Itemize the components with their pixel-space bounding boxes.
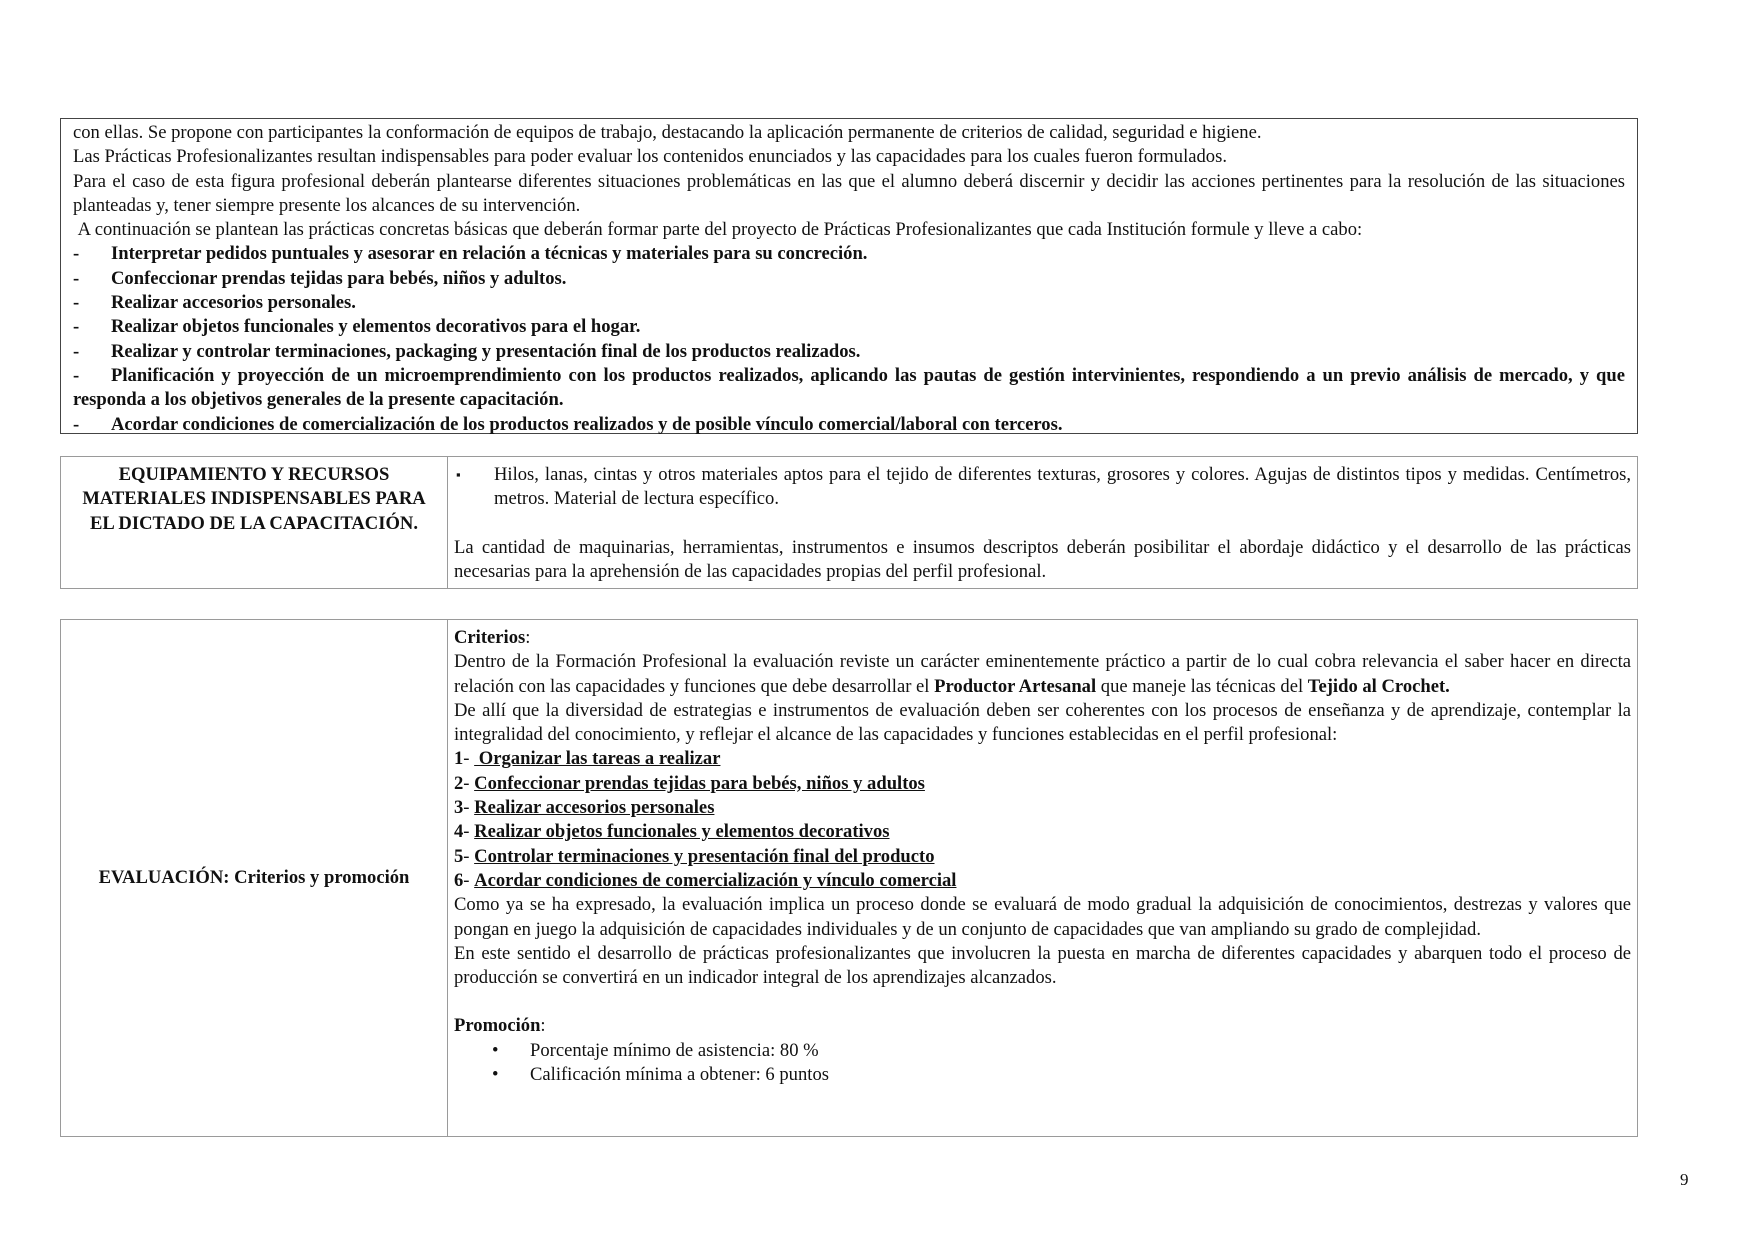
practice-item-text: Confeccionar prendas tejidas para bebés, niños y adultos. (111, 267, 567, 289)
promo-item-text: Calificación mínima a obtener: 6 puntos (530, 1064, 829, 1086)
paragraph: Las Prácticas Profesionalizantes resultan indispensables para poder evaluar los contenidos enunciados y las capacidades para los cuales fueron formulados. (73, 146, 1227, 168)
item-sep: - (463, 797, 475, 819)
bullet-icon: • (492, 1064, 499, 1086)
item-sep: - (463, 748, 475, 770)
numbered-item (454, 772, 1631, 796)
bold-run: Tejido al Crochet. (1307, 675, 1450, 697)
text-run: Dentro de la Formación Profesional la evaluación reviste un carácter eminentemente práctico a partir de lo cual cobra relevancia el saber hacer en directa relación con las capacidades y funciones que debe desarrollar el (454, 651, 1631, 697)
dash-marker: - (73, 267, 80, 289)
bold-run: Productor Artesanal (934, 675, 1097, 697)
item-number: 2 (454, 772, 464, 794)
dash-marker: - (73, 243, 80, 265)
dash-marker: - (73, 364, 80, 386)
item-text: Confeccionar prendas tejidas para bebés, niños y adultos (474, 772, 925, 794)
criterios-paragraph: De allí que la diversidad de estrategias e instrumentos de evaluación deben ser coherentes con los procesos de enseñanza y de aprendizaje, contemplar la integralidad del conocimiento, y reflejar el alcance de las capacidades y funciones establecidas en el perfil profesional: (454, 699, 1631, 746)
item-sep: - (463, 845, 475, 867)
paragraph: A continuación se plantean las prácticas concretas básicas que deberán formar parte del proyecto de Prácticas Profesionalizantes que cada Institución formule y lleve a cabo: (73, 219, 1363, 241)
practice-item (73, 291, 1625, 315)
criterios-label: Criterios (454, 627, 526, 648)
paragraph: con ellas. Se propone con participantes la conformación de equipos de trabajo, destacando la aplicación permanente de criterios de calidad, seguridad e higiene. (73, 122, 1262, 143)
equipment-note: La cantidad de maquinarias, herramientas, instrumentos e insumos descriptos deberán posibilitar el abordaje didáctico y el desarrollo de las prácticas necesarias para la aprehensión de las capacidades propias del perfil profesional. (454, 536, 1631, 582)
dash-marker: - (73, 413, 80, 435)
promocion-label: Promoción (454, 1015, 541, 1037)
practice-item (73, 315, 1625, 339)
promo-item (492, 1063, 1631, 1087)
item-text: Organizar las tareas a realizar (474, 748, 721, 770)
evaluation-heading (61, 620, 448, 1137)
item-number: 1 (454, 748, 464, 770)
item-sep: - (463, 772, 475, 794)
practice-item (73, 242, 1625, 266)
practice-item-text: Acordar condiciones de comercialización de los productos realizados y de posible vínculo comercial/laboral con terceros. (111, 413, 1063, 435)
item-text: Controlar terminaciones y presentación final del producto (474, 845, 935, 867)
practice-item (73, 267, 1625, 291)
promocion-heading (454, 1014, 1631, 1038)
promo-item-text: Porcentaje mínimo de asistencia: 80 % (530, 1039, 819, 1061)
equipment-table (60, 456, 1638, 589)
equipment-bullet-text: Hilos, lanas, cintas y otros materiales aptos para el tejido de diferentes texturas, grosores y colores. Agujas de distintos tipos y medidas. Centímetros, metros. Material de lectura específico. (494, 464, 1631, 510)
practice-item (73, 364, 1625, 413)
numbered-item (454, 796, 1631, 820)
criterios-paragraph (454, 650, 1631, 699)
colon: : (540, 1015, 546, 1037)
dash-marker: - (73, 292, 80, 314)
practice-item-text: Interpretar pedidos puntuales y asesorar en relación a técnicas y materiales para su concreción. (111, 243, 868, 265)
numbered-item (454, 845, 1631, 869)
evaluation-paragraph: En este sentido el desarrollo de prácticas profesionalizantes que involucren la puesta en marcha de diferentes capacidades y abarquen todo el proceso de producción se convertirá en un indicador integral de los aprendizajes alcanzados. (454, 942, 1631, 989)
evaluation-heading-text: EVALUACIÓN: Criterios y promoción (98, 866, 410, 888)
item-number: 6 (454, 869, 464, 891)
dash-marker: - (73, 316, 80, 338)
practice-item-text: Realizar y controlar terminaciones, packaging y presentación final de los productos realizados. (111, 340, 861, 362)
page-number: 9 (1680, 1170, 1689, 1189)
promo-item (492, 1039, 1631, 1063)
paragraph: Para el caso de esta figura profesional deberán plantearse diferentes situaciones problemáticas en las que el alumno deberá discernir y decidir las acciones pertinentes para la resolución de las situaciones planteadas y, tener siempre presente los alcances de su intervención. (73, 170, 1625, 216)
item-text: Realizar objetos funcionales y elementos decorativos (474, 821, 890, 843)
evaluation-content (448, 620, 1638, 1137)
item-sep: - (463, 869, 475, 891)
practice-item-text: Realizar accesorios personales. (111, 292, 356, 314)
equipment-heading-text: EQUIPAMIENTO Y RECURSOS MATERIALES INDISPENSABLES PARA EL DICTADO DE LA CAPACITACIÓN. (82, 464, 426, 534)
square-bullet-icon: ▪ (456, 467, 461, 482)
practice-item (73, 340, 1625, 364)
colon: : (525, 627, 531, 648)
item-sep: - (463, 821, 475, 843)
text-run: que maneje las técnicas del (1096, 675, 1308, 697)
item-number: 4 (454, 821, 464, 843)
evaluation-table (60, 619, 1638, 1137)
practice-item (73, 413, 1625, 437)
criterios-heading (454, 626, 1631, 650)
bullet-icon: • (492, 1039, 499, 1061)
practice-item-text: Planificación y proyección de un microemprendimiento con los productos realizados, aplicando las pautas de gestión intervinientes, respondiendo a un previo análisis de mercado, y que responda a los objetivos generales de la presente capacitación. (73, 364, 1625, 411)
item-number: 3 (454, 797, 464, 819)
equipment-content (448, 457, 1638, 589)
equipment-bullet (454, 463, 1631, 512)
numbered-item (454, 869, 1631, 893)
equipment-heading (61, 457, 448, 589)
item-text: Acordar condiciones de comercialización y vínculo comercial (474, 869, 957, 891)
numbered-item (454, 747, 1631, 771)
evaluation-paragraph: Como ya se ha expresado, la evaluación implica un proceso donde se evaluará de modo gradual la adquisición de conocimientos, destrezas y valores que pongan en juego la adquisición de capacidades individuales y de un conjunto de capacidades que van ampliando su grado de complejidad. (454, 894, 1631, 940)
item-number: 5 (454, 845, 464, 867)
numbered-item (454, 820, 1631, 844)
dash-marker: - (73, 340, 80, 362)
practice-item-text: Realizar objetos funcionales y elementos decorativos para el hogar. (111, 316, 641, 338)
practices-box (60, 118, 1638, 434)
item-text: Realizar accesorios personales (474, 797, 715, 819)
